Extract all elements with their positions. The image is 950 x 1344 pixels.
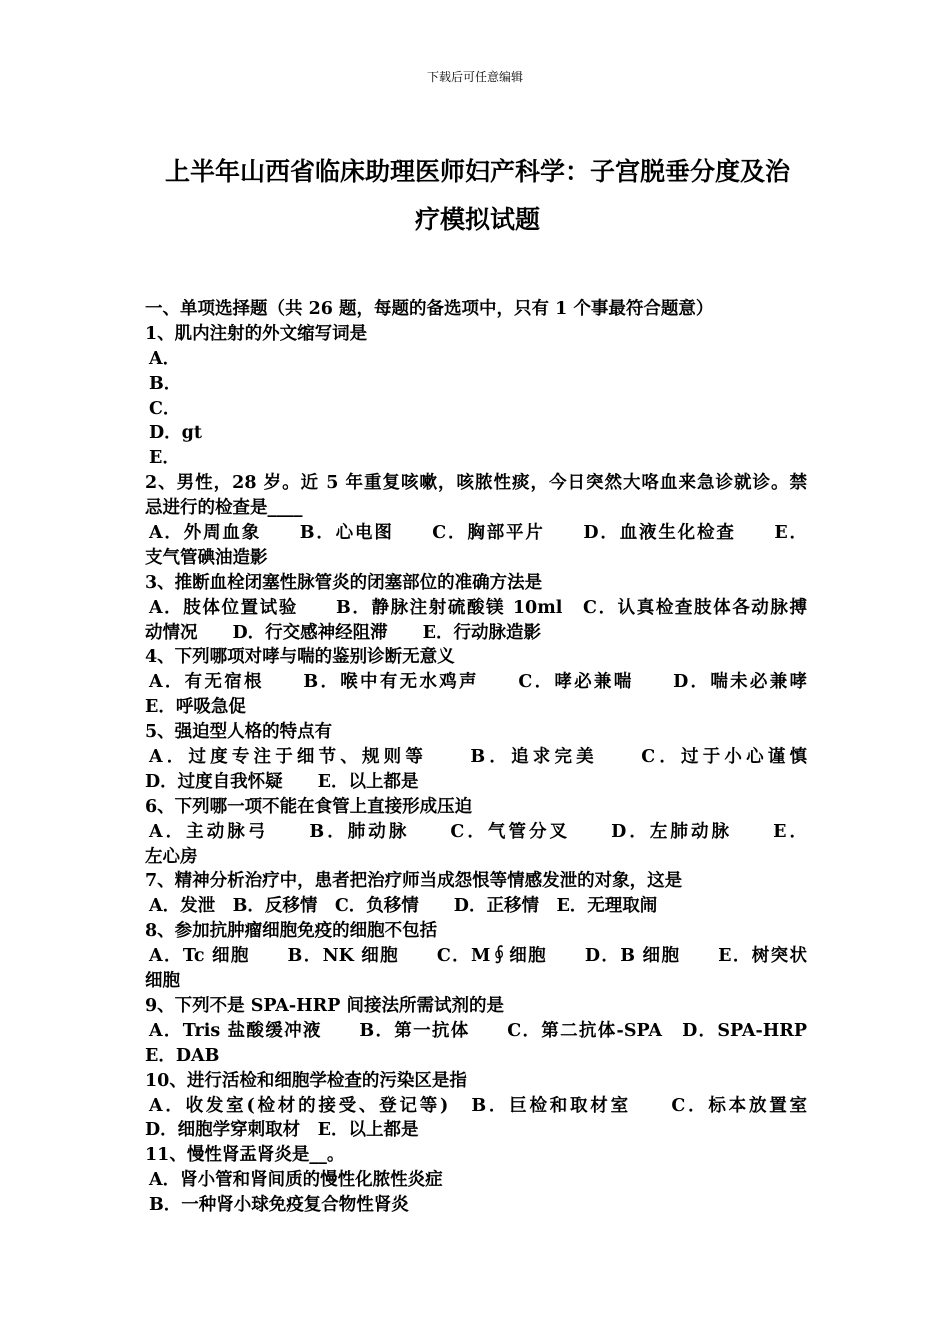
question-line: E．DAB [145, 1045, 220, 1066]
title-line-2: 疗模拟试题 [414, 205, 540, 234]
question-line: D．gt [149, 423, 202, 444]
question-line: 11、慢性肾盂肾炎是__。 [145, 1145, 345, 1166]
question-line: A．主动脉弓 B．肺动脉 C．气管分叉 D．左肺动脉 E． [149, 821, 807, 842]
question-line: 3、推断血栓闭塞性脉管炎的闭塞部位的准确方法是 [145, 572, 543, 593]
question-line: A．有无宿根 B．喉中有无水鸡声 C．哮必兼喘 D．喘未必兼哮 [149, 672, 807, 693]
title-line-1: 上半年山西省临床助理医师妇产科学：子宫脱垂分度及治 [164, 157, 790, 186]
question-list [145, 297, 807, 1218]
question-line: A．发泄 B．反移情 C．负移情 D．正移情 E．无理取闹 [149, 896, 658, 917]
question-line: 9、下列不是 SPA-HRP 间接法所需试剂的是 [145, 995, 504, 1016]
question-line: C． [149, 398, 181, 419]
question-lines [145, 322, 807, 1218]
question-line: D．过度自我怀疑 E．以上都是 [145, 771, 419, 792]
question-line: 左心房 [145, 846, 198, 867]
question-line: A．肢体位置试验 B．静脉注射硫酸镁 10ml C．认真检查肢体各动脉搏 [149, 597, 807, 618]
question-line: A． [149, 348, 181, 369]
question-line: B． [149, 373, 182, 394]
question-line: 4、下列哪项对哮与喘的鉴别诊断无意义 [145, 647, 455, 668]
document-title [150, 148, 805, 244]
question-line: 6、下列哪一项不能在食管上直接形成压迫 [145, 796, 473, 817]
question-line: 2、男性，28 岁。近 5 年重复咳嗽，咳脓性痰，今日突然大咯血来急诊就诊。禁 [145, 473, 807, 494]
question-line: A．外周血象 B．心电图 C．胸部平片 D．血液生化检查 E． [149, 523, 807, 544]
question-line: 10、进行活检和细胞学检查的污染区是指 [145, 1070, 467, 1091]
question-line: E． [149, 448, 180, 469]
question-line: A．Tc 细胞 B．NK 细胞 C．M∮细胞 D．B 细胞 E．树突状 [149, 946, 807, 967]
question-line: E．呼吸急促 [145, 697, 246, 718]
question-line: 7、精神分析治疗中，患者把治疗师当成怨恨等情感发泄的对象，这是 [145, 871, 683, 892]
question-line: A．收发室(检材的接受、登记等) B．巨检和取材室 C．标本放置室 [149, 1095, 807, 1116]
question-line: 8、参加抗肿瘤细胞免疫的细胞不包括 [145, 921, 438, 942]
section-heading: 一、单项选择题（共 26 题，每题的备选项中，只有 1 个事最符合题意） [145, 299, 714, 319]
question-line: 5、强迫型人格的特点有 [145, 722, 333, 743]
question-line: 细胞 [145, 971, 180, 992]
question-line: B．一种肾小球免疫复合物性肾炎 [149, 1195, 409, 1216]
question-line: 忌进行的检查是____ [145, 498, 303, 519]
question-line: A．过度专注于细节、规则等 B．追求完美 C．过于小心谨慎 [149, 747, 807, 768]
header-note: 下载后可任意编辑 [426, 70, 523, 84]
question-line: 1、肌内注射的外文缩写词是 [145, 323, 368, 344]
question-line: D．细胞学穿刺取材 E．以上都是 [145, 1120, 419, 1141]
question-line: 支气管碘油造影 [145, 547, 268, 568]
question-line: 动情况 D．行交感神经阻滞 E．行动脉造影 [145, 622, 542, 643]
question-line: A．肾小管和肾间质的慢性化脓性炎症 [149, 1170, 443, 1191]
question-line: A．Tris 盐酸缓冲液 B．第一抗体 C．第二抗体-SPA D．SPA-HRP [149, 1020, 807, 1041]
